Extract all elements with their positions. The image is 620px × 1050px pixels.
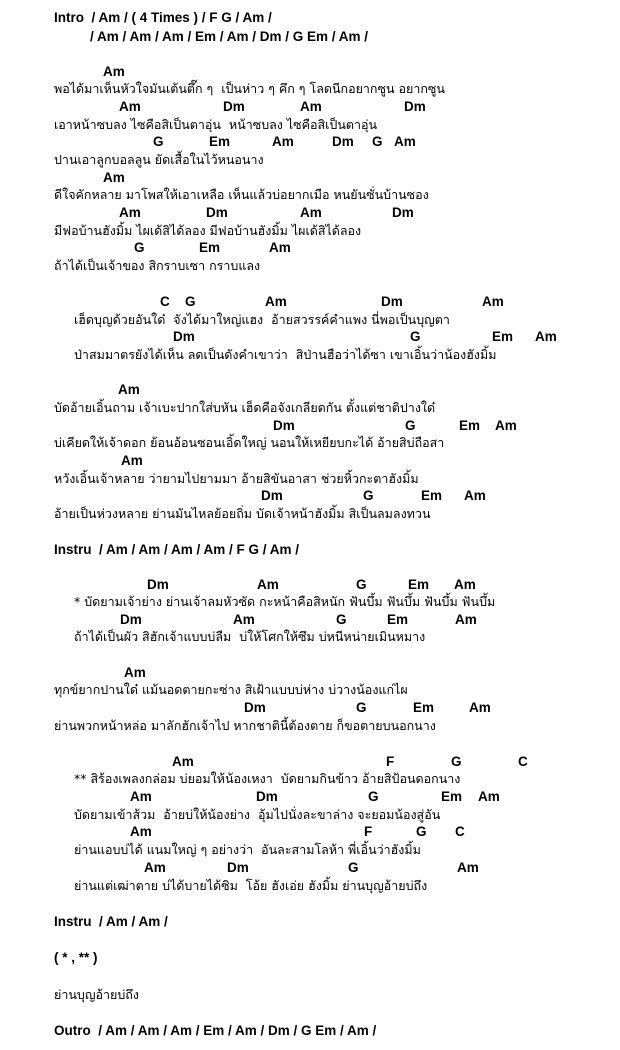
lyric-line: อ้ายเป็นห่วงหลาย ย่านมันไหลย้อยถิ่ม บัดเจ้าหน้าฮังมิ้ม สิเป็นลมลงทวน [54, 506, 431, 521]
chord: Am [455, 612, 477, 627]
lyric-line: ปานเอาลูกบอลลูน ยัดเสื้อในไว้หนอนาง [54, 152, 264, 167]
lyric-line: ** สิร้องเพลงกล่อม บ่ยอมให้น้องเหงา บัดยามกินข้าว อ้ายสิป้อนดอกนาง [74, 771, 461, 786]
chord: Dm [173, 329, 195, 344]
chord: Em [441, 789, 463, 804]
section-header: Instru / Am / Am / Am / Am / F G / Am / [54, 542, 300, 557]
section-header: Instru / Am / Am / [54, 914, 168, 929]
chord: Dm [256, 789, 278, 804]
lyric-line: บัดยามเข้าส้วม อ้ายบ่ให้น้องย่าง อุ้มไปนั่งละขาล่าง จะยอมน้องสู่อัน [74, 807, 441, 822]
chord: Dm [120, 612, 142, 627]
chord: G [134, 240, 145, 255]
chord: Am [478, 789, 500, 804]
chord: Em [199, 240, 221, 255]
chord: Dm [404, 99, 426, 114]
chord: C [160, 294, 170, 309]
chord: Am [103, 64, 125, 79]
chord: Dm [332, 134, 354, 149]
chord: Am [394, 134, 416, 149]
lyric-line: ทุกข์ยากปานใด๋ แม้นอดตายกะซ่าง สิเฝ้าแบบบ่ห่าง บ่วางน้องแก่ไผ [54, 682, 408, 697]
chord: G [153, 134, 164, 149]
chord: F [364, 824, 373, 839]
chord: Am [469, 700, 491, 715]
section-header: ( * , ** ) [54, 950, 98, 965]
chord: Dm [244, 700, 266, 715]
chord: Dm [147, 577, 169, 592]
chord: Am [495, 418, 517, 433]
chord: Dm [381, 294, 403, 309]
chord: Am [535, 329, 557, 344]
chord: Am [118, 382, 140, 397]
chord: Em [387, 612, 409, 627]
chord: G [185, 294, 196, 309]
chord: F [386, 754, 395, 769]
chord: Dm [273, 418, 295, 433]
lyric-line: ย่านแอบบ่ได้ แนมใหญ่ ๆ อย่างว่า อันละสามโลห้า พี่เอิ้นว่าฮังมิ้ม [74, 842, 421, 857]
lyric-line: เฮ็ดบุญด้วยอันใด๋ จังได้มาใหญ่แฮง อ้ายสวรรค์คำแพง นี่พอเป็นบุญตา [74, 312, 450, 327]
chord: Dm [392, 205, 414, 220]
chord: Em [408, 577, 430, 592]
lyric-line: ถ้าได้เป็นเจ้าของ สิกราบเซา กราบแลง [54, 258, 261, 273]
lyric-line: มีฟอบ้านฮังมิ้ม ไผเด้สิได้ลอง มีฟอบ้านฮังมิ้ม ไผเด้สิได้ลอง [54, 223, 362, 238]
chord: Em [209, 134, 231, 149]
lyric-line: * บัดยามเจ้าย่าง ย่านเจ้าลมหัวซัด กะหน้าคือสิหนัก ฟันบึ้ม ฟันบึ้ม ฟันบึ้ม ฟันบึ้ม [74, 594, 496, 609]
chord: Am [124, 665, 146, 680]
chord: G [348, 860, 359, 875]
chord: Am [300, 205, 322, 220]
lyric-line: ป่าสมมาตรยังได้เห็น ลดเป็นดังคำเขาว่า สิป่านฮือว่าได้ซา เขาเอิ้นว่าน้องฮังมิ้ม [74, 347, 497, 362]
chord: Em [492, 329, 514, 344]
chord: G [372, 134, 383, 149]
lyric-line: เอาหน้าซบลง ไซคือสิเป็นตาอุ่น หน้าซบลง ไซคือสิเป็นตาอุ่น [54, 117, 378, 132]
lyric-line: ย่านพวกหน้าหล่อ มาลักฮักเจ้าไป หากชาตินี้ต้องตาย ก็ขอตายบนอกนาง [54, 718, 436, 733]
chord: G [363, 488, 374, 503]
lyric-line: บ่เคียดให้เจ้าดอก ย้อนอ้อนซอนเอิ้ดใหญ่ นอนให้เหยียบกะได้ อ้ายสิบ่ถือสา [54, 435, 445, 450]
chord: Am [257, 577, 279, 592]
chord: Am [272, 134, 294, 149]
chord: G [410, 329, 421, 344]
chord: Am [457, 860, 479, 875]
chord: Am [300, 99, 322, 114]
chord: Em [459, 418, 481, 433]
lyric-line: หวังเอิ้นเจ้าหลาย ว่ายามไปยามมา อ้ายสิขันอาสา ช่วยหิ้วกะตาฮังมิ้ม [54, 471, 419, 486]
chord: Am [464, 488, 486, 503]
section-header: Outro / Am / Am / Am / Em / Am / Dm / G Em / Am / [54, 1023, 377, 1038]
chord: Am [119, 205, 141, 220]
chord: G [405, 418, 416, 433]
chord: Am [233, 612, 255, 627]
lyric-line: ดีใจคักหลาย มาโพสให้เอาเหลือ เห็นแล้วบ่อยากเมือ หนยันซั่นบ้านซอง [54, 187, 429, 202]
chord: C [518, 754, 528, 769]
section-header: / Am / Am / Am / Em / Am / Dm / G Em / Am / [90, 29, 369, 44]
chord: Dm [206, 205, 228, 220]
lyric-line: ถ้าได้เป็นผัว สิฮักเจ้าแบบบ่ลืม บ่ให้โศกให้ซึม บ่หนีหน่ายเมินหมาง [74, 629, 426, 644]
lyric-line: ย่านแต่เฒ่าตาย บ่ได้บายได้ซิม โอ้ย ฮังเอ่ย ฮังมิ้ม ย่านบุญอ้ายบ่ถึง [74, 878, 428, 893]
chord: Dm [227, 860, 249, 875]
chord: G [356, 700, 367, 715]
chord: Am [482, 294, 504, 309]
chord: Em [421, 488, 443, 503]
chord: Dm [223, 99, 245, 114]
lyric-line: บัดอ้ายเอิ้นถาม เจ้าเบะปากใส่บหัน เฮ็ดคือจังเกลียดกัน ตั้งแต่ชาติปางใด๋ [54, 400, 436, 415]
chord: G [336, 612, 347, 627]
chord: Am [130, 789, 152, 804]
chord: Am [121, 453, 143, 468]
chord: Am [454, 577, 476, 592]
chord: G [416, 824, 427, 839]
chord: Em [413, 700, 435, 715]
chord: Am [119, 99, 141, 114]
chord: G [356, 577, 367, 592]
chord: Am [265, 294, 287, 309]
lyric-line: พอได้มาเห็นหัวใจมันเต้นตึ๊ก ๆ เป็นห่าว ๆ คึก ๆ โลดนีกอยากซูน อยากซูน [54, 81, 445, 96]
chord: Am [103, 170, 125, 185]
chord: C [455, 824, 465, 839]
chord: Am [144, 860, 166, 875]
chord: G [368, 789, 379, 804]
chord: Am [269, 240, 291, 255]
lyric-line: ย่านบุญอ้ายบ่ถึง [54, 987, 139, 1002]
chord: Dm [261, 488, 283, 503]
section-header: Intro / Am / ( 4 Times ) / F G / Am / [54, 10, 272, 25]
chord: Am [172, 754, 194, 769]
chord: G [451, 754, 462, 769]
chord: Am [130, 824, 152, 839]
